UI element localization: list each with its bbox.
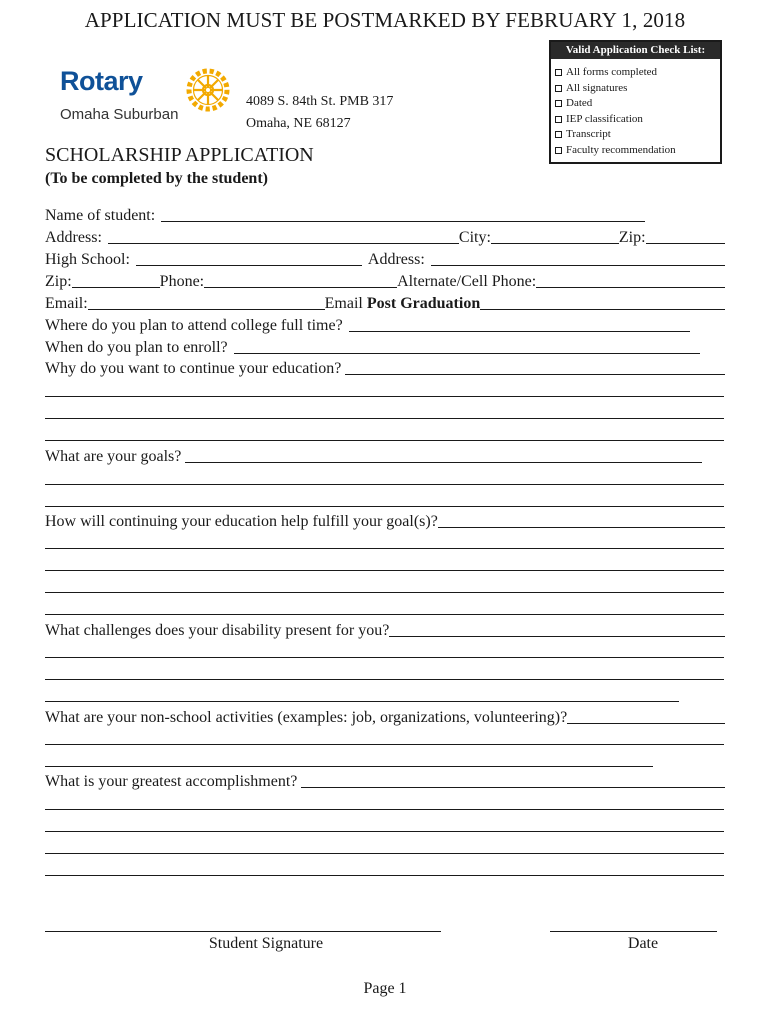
challenges-answer-line[interactable] — [45, 657, 724, 658]
challenges-answer-line[interactable] — [45, 701, 679, 702]
date-label: Date — [627, 935, 659, 952]
school-address-field[interactable] — [431, 265, 725, 266]
address-label: Address: — [45, 229, 102, 246]
checkbox-icon[interactable] — [555, 85, 562, 92]
checklist-item — [555, 65, 720, 81]
college-question-row — [45, 314, 725, 336]
school-address-label: Address: — [367, 251, 425, 268]
why-answer-line[interactable] — [45, 440, 724, 441]
email-field[interactable] — [88, 309, 325, 310]
checklist-title: Valid Application Check List: — [551, 42, 720, 59]
help-answer-line[interactable] — [45, 548, 724, 549]
email-label: Email: — [45, 295, 88, 312]
high-school-field[interactable] — [136, 265, 362, 266]
enroll-question-label: When do you plan to enroll? — [45, 339, 228, 356]
alternate-phone-field[interactable] — [536, 287, 725, 288]
why-answer-line[interactable] — [45, 396, 724, 397]
goals-answer-line[interactable] — [45, 506, 724, 507]
challenges-question-label: What challenges does your disability present for you? — [45, 622, 390, 639]
form-subtitle: (To be completed by the student) — [45, 170, 268, 187]
rotary-logo — [60, 66, 240, 126]
rotary-wheel-icon — [184, 66, 232, 114]
checklist-item — [555, 143, 720, 159]
postmark-deadline-banner: APPLICATION MUST BE POSTMARKED BY FEBRUARY 1, 2018 — [84, 8, 686, 32]
page-number: Page 1 — [363, 980, 407, 997]
logo-wordmark: Rotary — [60, 66, 143, 96]
high-school-label: High School: — [45, 251, 130, 268]
accomplishment-question-row — [45, 770, 725, 792]
city-field[interactable] — [491, 243, 619, 244]
email-row — [45, 292, 725, 314]
checklist-item — [555, 96, 720, 112]
help-question-row — [45, 510, 725, 532]
checklist-item-label: All signatures — [566, 81, 628, 94]
enroll-answer-field[interactable] — [234, 353, 700, 354]
help-answer-line[interactable] — [45, 592, 724, 593]
application-checklist — [549, 40, 722, 164]
goals-question-row — [45, 445, 725, 467]
checklist-item-label: Faculty recommendation — [566, 143, 676, 156]
challenges-answer-line[interactable] — [45, 679, 724, 680]
accomplishment-answer-line[interactable] — [45, 853, 724, 854]
zip-label: Zip: — [45, 273, 72, 290]
accomplishment-answer-line[interactable] — [45, 809, 724, 810]
checklist-item-label: IEP classification — [566, 112, 643, 125]
address-row — [45, 226, 725, 248]
challenges-answer-field[interactable] — [389, 636, 725, 637]
why-answer-line[interactable] — [45, 418, 724, 419]
post-graduation-email-label: Email Post Graduation — [324, 295, 481, 312]
challenges-question-row — [45, 619, 725, 641]
accomplishment-answer-line[interactable] — [45, 875, 724, 876]
checklist-item-label: Dated — [566, 97, 593, 109]
goals-question-label: What are your goals? — [45, 448, 182, 465]
address-field[interactable] — [108, 243, 459, 244]
activities-question-label: What are your non-school activities (examples: job, organizations, volunteering)? — [45, 709, 568, 726]
activities-answer-field[interactable] — [567, 723, 725, 724]
help-answer-line[interactable] — [45, 614, 724, 615]
student-name-label: Name of student: — [45, 207, 156, 224]
enroll-question-row — [45, 336, 725, 358]
checkbox-icon[interactable] — [555, 100, 562, 107]
help-question-label: How will continuing your education help fulfill your goal(s)? — [45, 513, 438, 530]
student-name-field[interactable] — [161, 221, 645, 222]
form-title: SCHOLARSHIP APPLICATION — [45, 144, 314, 166]
checklist-item — [555, 127, 720, 143]
city-label: City: — [458, 229, 491, 246]
high-school-row — [45, 248, 725, 270]
why-question-row — [45, 357, 725, 379]
post-graduation-email-field[interactable] — [480, 309, 725, 310]
zip-field[interactable] — [72, 287, 160, 288]
zip-field[interactable] — [646, 243, 725, 244]
phone-field[interactable] — [204, 287, 397, 288]
checklist-item-label: Transcript — [566, 128, 611, 140]
address-line-2: Omaha, NE 68127 — [246, 116, 351, 131]
address-line-1: 4089 S. 84th St. PMB 317 — [246, 94, 394, 109]
activities-question-row — [45, 706, 725, 728]
checklist-item-label: All forms completed — [566, 66, 658, 78]
why-question-label: Why do you want to continue your education? — [45, 360, 342, 377]
date-field[interactable] — [550, 931, 717, 932]
activities-answer-line[interactable] — [45, 744, 724, 745]
checklist-item — [555, 112, 720, 128]
zip-label: Zip: — [618, 229, 646, 246]
student-signature-field[interactable] — [45, 931, 441, 932]
alternate-phone-label: Alternate/Cell Phone: — [397, 273, 537, 290]
zip-phone-row — [45, 270, 725, 292]
checkbox-icon[interactable] — [555, 69, 562, 76]
student-name-row — [45, 204, 725, 226]
goals-answer-field[interactable] — [185, 462, 702, 463]
checkbox-icon[interactable] — [555, 131, 562, 138]
accomplishment-answer-field[interactable] — [301, 787, 725, 788]
student-signature-label: Student Signature — [208, 935, 324, 952]
college-question-label: Where do you plan to attend college full time? — [45, 317, 343, 334]
checklist-item — [555, 81, 720, 97]
accomplishment-question-label: What is your greatest accomplishment? — [45, 773, 298, 790]
mailing-address — [246, 91, 393, 135]
accomplishment-answer-line[interactable] — [45, 831, 724, 832]
college-answer-field[interactable] — [349, 331, 690, 332]
goals-answer-line[interactable] — [45, 484, 724, 485]
why-answer-field[interactable] — [345, 374, 725, 375]
activities-answer-line[interactable] — [45, 766, 653, 767]
logo-club-name: Omaha Suburban — [60, 106, 179, 123]
help-answer-line[interactable] — [45, 570, 724, 571]
checkbox-icon[interactable] — [555, 116, 562, 123]
phone-label: Phone: — [159, 273, 205, 290]
checkbox-icon[interactable] — [555, 147, 562, 154]
help-answer-field[interactable] — [438, 527, 725, 528]
